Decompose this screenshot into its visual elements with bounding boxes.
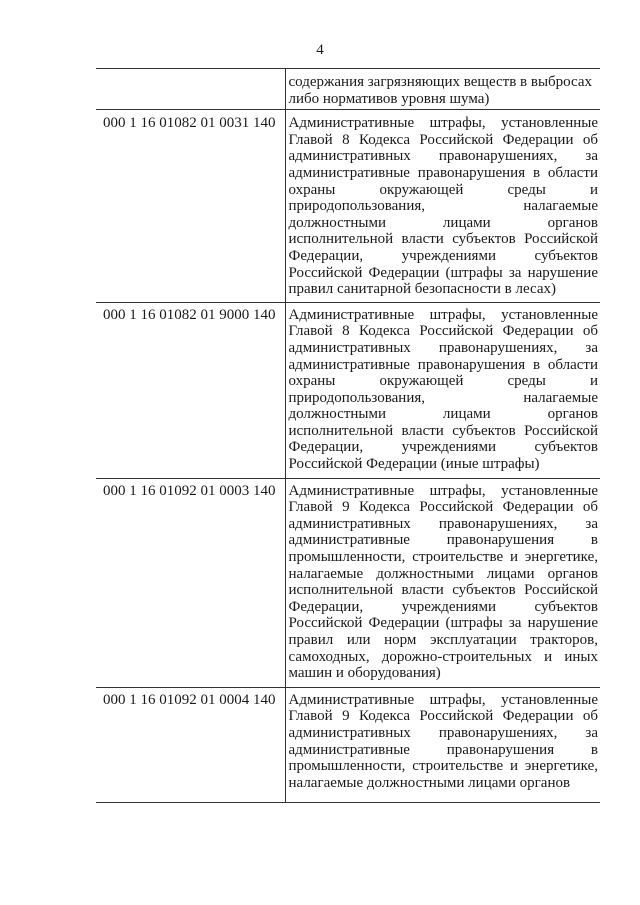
code-cell — [96, 69, 285, 110]
table-row — [96, 478, 600, 687]
code-cell: 000 1 16 01082 01 0031 140 — [96, 110, 285, 303]
description-cell: Административные штрафы, установленные Главой 9 Кодекса Российской Федерации об административных правонарушениях, за административные правонарушения в промышленности, строительстве и энергетике, налагаемые должностными лицами органов исполнительной власти субъектов Российской Федерации, учреждениями субъектов Российской Федерации (штрафы за нарушение правил или норм эксплуатации тракторов, самоходных, дорожно-строительных и иных машин и оборудования) — [285, 478, 600, 687]
table-row — [96, 110, 600, 303]
table-row — [96, 302, 600, 478]
description-cell: Административные штрафы, установленные Главой 8 Кодекса Российской Федерации об административных правонарушениях, за административные правонарушения в области охраны окружающей среды и природопользования, налагаемые должностными лицами органов исполнительной власти субъектов Российской Федерации, учреждениями субъектов Российской Федерации (иные штрафы) — [285, 302, 600, 478]
page-number: 4 — [316, 42, 324, 58]
description-cell: содержания загрязняющих веществ в выбросах либо нормативов уровня шума) — [285, 69, 600, 110]
description-cell: Административные штрафы, установленные Главой 9 Кодекса Российской Федерации об административных правонарушениях, за административные правонарушения в промышленности, строительстве и энергетике, налагаемые должностными лицами органов — [285, 687, 600, 803]
table-row-continuation — [96, 69, 600, 110]
description-cell: Административные штрафы, установленные Главой 8 Кодекса Российской Федерации об административных правонарушениях, за административные правонарушения в области охраны окружающей среды и природопользования, налагаемые должностными лицами органов исполнительной власти субъектов Российской Федерации, учреждениями субъектов Российской Федерации (штрафы за нарушение правил санитарной безопасности в лесах) — [285, 110, 600, 303]
codes-table — [96, 68, 600, 803]
code-cell: 000 1 16 01092 01 0003 140 — [96, 478, 285, 687]
table-row — [96, 687, 600, 803]
code-cell: 000 1 16 01082 01 9000 140 — [96, 302, 285, 478]
code-cell: 000 1 16 01092 01 0004 140 — [96, 687, 285, 803]
